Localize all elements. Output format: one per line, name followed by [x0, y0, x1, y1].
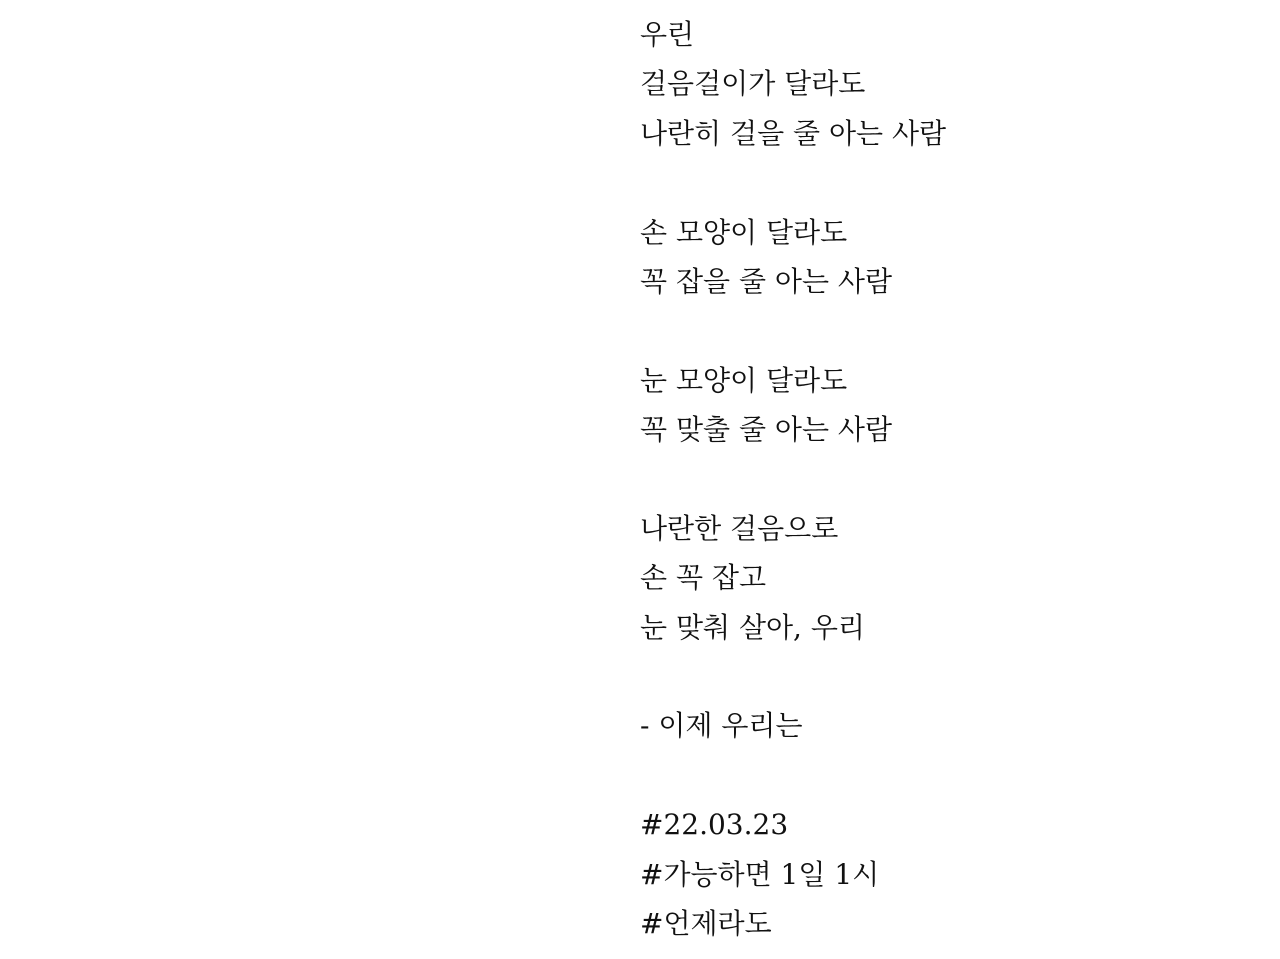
poem-line: 나란히 걸을 줄 아는 사람: [640, 116, 947, 150]
stanza-break: [640, 455, 1240, 504]
poem-line: 눈 맞춰 살아, 우리: [640, 610, 865, 644]
poem-signature: - 이제 우리는: [640, 709, 803, 743]
poem-line: 꼭 맞출 줄 아는 사람: [640, 413, 892, 447]
poem-line: 눈 모양이 달라도: [640, 363, 848, 397]
poem-text: [640, 10, 1240, 948]
poem-line: 손 모양이 달라도: [640, 215, 848, 249]
stanza-break: [640, 158, 1240, 207]
stanza-break: [640, 751, 1240, 800]
hashtag: #언제라도: [640, 907, 772, 941]
stanza-break: [640, 306, 1240, 355]
poem-line: 꼭 잡을 줄 아는 사람: [640, 264, 892, 298]
poem-line: 나란한 걸음으로: [640, 511, 839, 545]
poem-line: 걸음걸이가 달라도: [640, 67, 866, 101]
poem-line: 손 꼭 잡고: [640, 561, 766, 595]
hashtag: #가능하면 1일 1시: [640, 857, 880, 891]
hashtag: #22.03.23: [640, 808, 789, 842]
stanza-break: [640, 652, 1240, 701]
poem-line: 우린: [640, 18, 695, 51]
